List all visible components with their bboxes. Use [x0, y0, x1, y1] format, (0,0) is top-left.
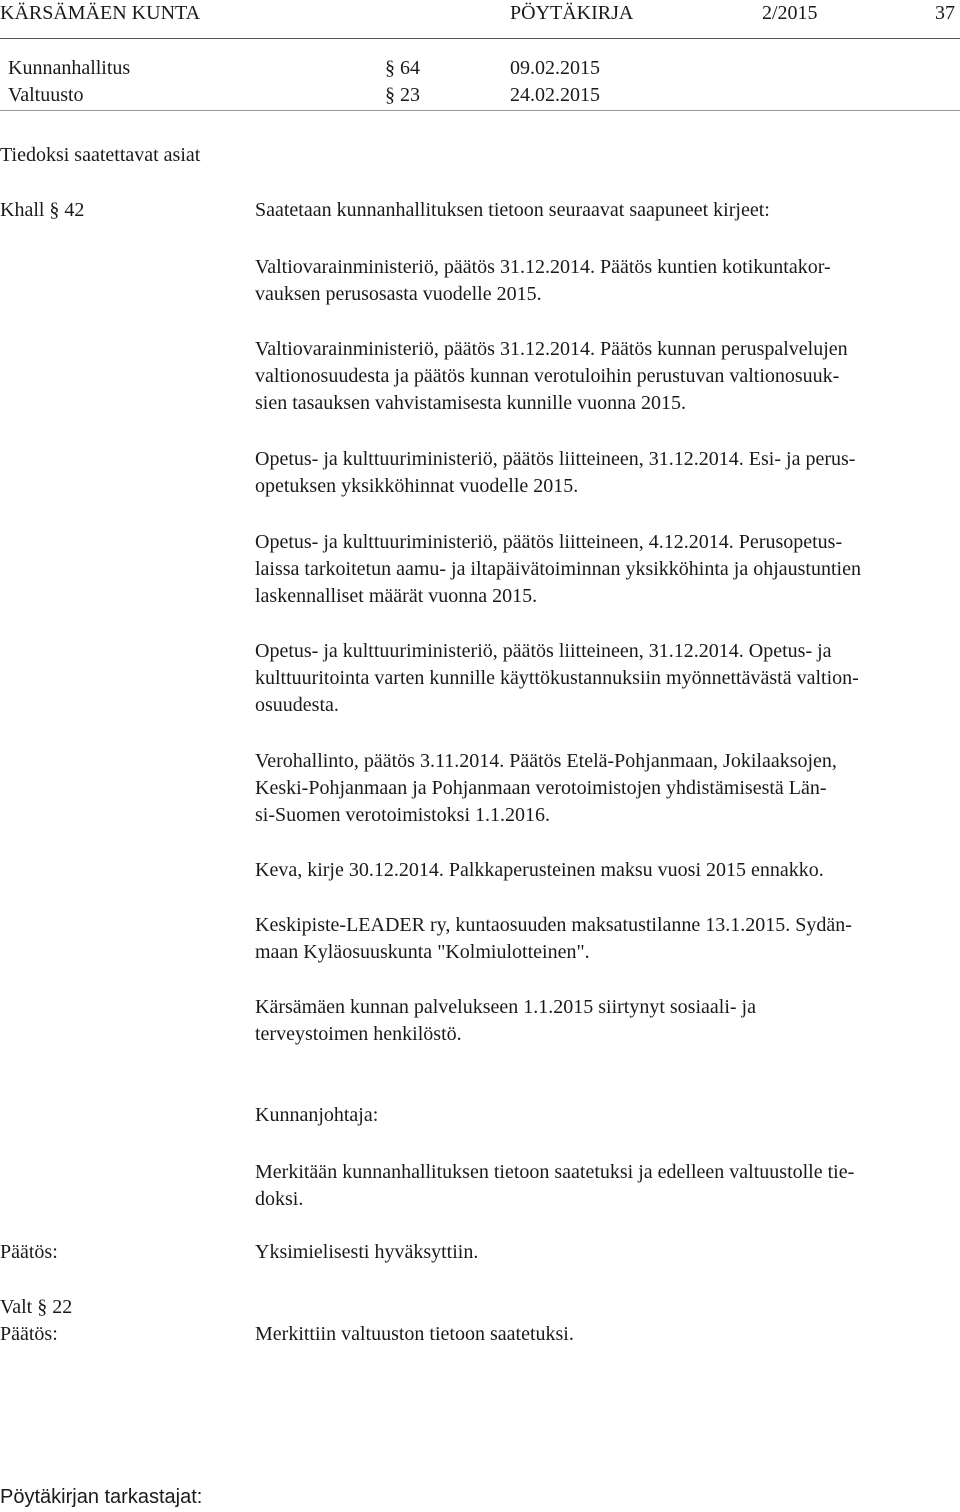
footer-inspectors: Pöytäkirjan tarkastajat:: [0, 1486, 203, 1508]
letter-line: laissa tarkoitetun aamu- ja iltapäivätoiminnan yksikköhinta ja ohjaustuntien: [255, 558, 861, 580]
letter-line: Keskipiste-LEADER ry, kuntaosuuden maksatustilanne 13.1.2015. Sydän-: [255, 914, 852, 936]
letter-line: Opetus- ja kulttuuriministeriö, päätös liitteineen, 31.12.2014. Esi- ja perus-: [255, 448, 856, 470]
manager-label: Kunnanjohtaja:: [255, 1104, 379, 1126]
proposal-text: [255, 1159, 955, 1213]
intro-text: Saatetaan kunnanhallituksen tietoon seuraavat saapuneet kirjeet:: [255, 199, 770, 221]
letter-line: Keski-Pohjanmaan ja Pohjanmaan verotoimistojen yhdistämisestä Län-: [255, 777, 827, 799]
meeting-section: § 64: [385, 57, 420, 79]
letter-line: Opetus- ja kulttuuriministeriö, päätös liitteineen, 4.12.2014. Perusopetus-: [255, 531, 843, 553]
meeting-date: 24.02.2015: [510, 84, 600, 106]
letter-line: Valtiovarainministeriö, päätös 31.12.2014. Päätös kuntien kotikuntakor-: [255, 256, 831, 278]
letter-line: vauksen perusosasta vuodelle 2015.: [255, 283, 542, 305]
meeting-body: Kunnanhallitus: [8, 57, 131, 79]
header-divider: [0, 38, 960, 39]
meeting-body: Valtuusto: [8, 84, 84, 106]
letter-item: [255, 254, 955, 308]
letter-line: sien tasauksen vahvistamisesta kunnille vuonna 2015.: [255, 392, 687, 414]
municipality-name: KÄRSÄMÄEN KUNTA: [0, 2, 201, 24]
letter-item: [255, 748, 955, 829]
document-number: 2/2015: [762, 2, 818, 24]
meta-divider: [0, 110, 960, 111]
letter-line: maan Kyläosuuskunta "Kolmiulotteinen".: [255, 941, 590, 963]
letter-line: Kärsämäen kunnan palvelukseen 1.1.2015 siirtynyt sosiaali- ja: [255, 996, 756, 1018]
valt-decision-text: Merkittiin valtuuston tietoon saatetuksi.: [255, 1323, 574, 1345]
decision-text: Yksimielisesti hyväksyttiin.: [255, 1241, 479, 1263]
letter-line: laskennalliset määrät vuonna 2015.: [255, 585, 538, 607]
meeting-date: 09.02.2015: [510, 57, 600, 79]
letter-item: [255, 994, 955, 1048]
valt-reference: Valt § 22: [0, 1296, 73, 1318]
decision-label: Päätös:: [0, 1241, 58, 1263]
letter-line: terveystoimen henkilöstö.: [255, 1023, 462, 1045]
letter-item: [255, 638, 955, 719]
letter-item: [255, 336, 955, 417]
letter-line: kulttuuritointa varten kunnille käyttökustannuksiin myönnettävästä valtion-: [255, 667, 859, 689]
valt-decision-label: Päätös:: [0, 1323, 58, 1345]
letter-item: [255, 857, 955, 884]
proposal-line: doksi.: [255, 1188, 304, 1210]
letter-line: opetuksen yksikköhinnat vuodelle 2015.: [255, 475, 579, 497]
meeting-section: § 23: [385, 84, 420, 106]
letter-line: Verohallinto, päätös 3.11.2014. Päätös Etelä-Pohjanmaan, Jokilaaksojen,: [255, 750, 837, 772]
subject-title: Tiedoksi saatettavat asiat: [0, 144, 201, 166]
letter-line: si-Suomen verotoimistoksi 1.1.2016.: [255, 804, 550, 826]
page-number: 37: [935, 2, 955, 24]
document-type: PÖYTÄKIRJA: [510, 2, 634, 24]
letter-item: [255, 529, 955, 610]
proposal-line: Merkitään kunnanhallituksen tietoon saatetuksi ja edelleen valtuustolle tie-: [255, 1161, 855, 1183]
letter-item: [255, 912, 955, 966]
khall-reference: Khall § 42: [0, 199, 85, 221]
letter-line: Keva, kirje 30.12.2014. Palkkaperusteinen maksu vuosi 2015 ennakko.: [255, 859, 824, 881]
letter-line: osuudesta.: [255, 694, 339, 716]
letter-line: Opetus- ja kulttuuriministeriö, päätös liitteineen, 31.12.2014. Opetus- ja: [255, 640, 832, 662]
letter-line: valtionosuudesta ja päätös kunnan verotuloihin perustuvan valtionosuuk-: [255, 365, 840, 387]
letter-item: [255, 446, 955, 500]
letter-line: Valtiovarainministeriö, päätös 31.12.2014. Päätös kunnan peruspalvelujen: [255, 338, 848, 360]
